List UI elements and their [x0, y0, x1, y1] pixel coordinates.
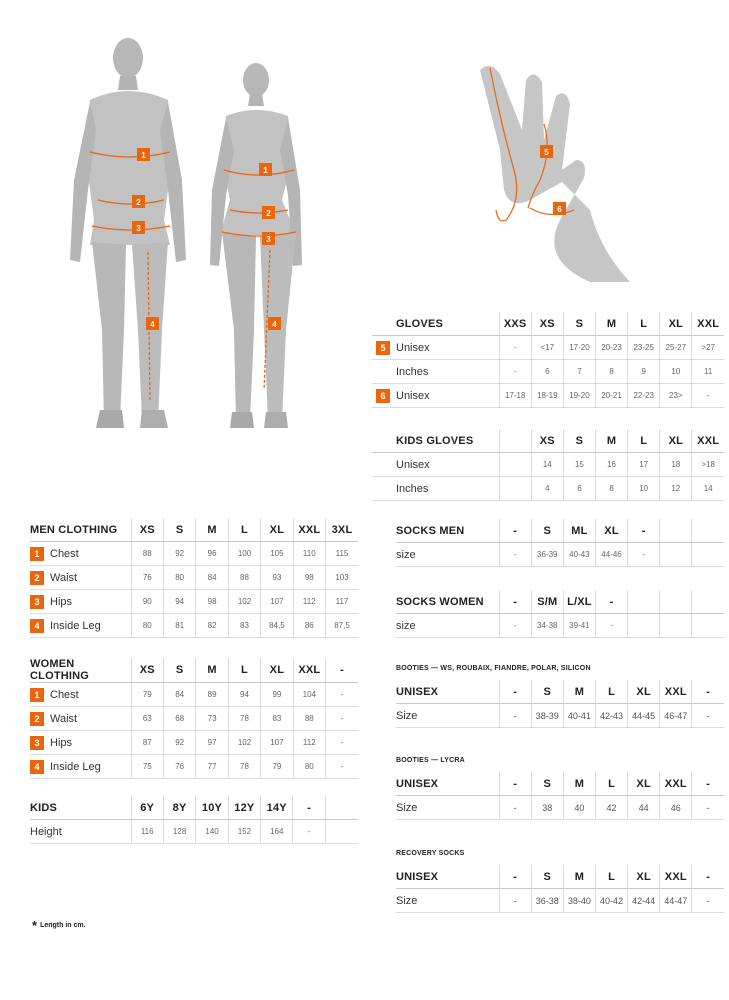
booties-lycra-section-title: BOOTIES — LYCRA — [396, 757, 465, 764]
hand-illustration — [470, 60, 650, 285]
size-header: - — [499, 772, 531, 796]
table-row — [372, 453, 724, 477]
size-header: - — [595, 590, 627, 614]
table-cell: 112 — [293, 590, 325, 614]
table-cell: 7 — [563, 360, 595, 384]
table-row — [30, 820, 358, 844]
table-cell: 128 — [163, 820, 195, 844]
table-cell: 19-20 — [563, 384, 595, 408]
table-cell: - — [499, 889, 531, 913]
row-label: Inches — [396, 482, 429, 495]
gloves-title: GLOVES — [372, 312, 499, 336]
size-header: L — [228, 518, 260, 542]
row-label: size — [396, 619, 416, 632]
table-cell: - — [326, 683, 358, 707]
table-cell: 88 — [131, 542, 163, 566]
size-header: - — [326, 658, 358, 683]
size-header: - — [499, 680, 531, 704]
row-label: Inches — [396, 365, 429, 378]
row-label: Unisex — [396, 389, 430, 402]
size-header: L — [595, 865, 627, 889]
size-header: - — [692, 772, 724, 796]
figure-badge-2-women: 2 — [266, 209, 271, 218]
table-cell — [499, 477, 531, 501]
table-cell: - — [499, 360, 531, 384]
measure-badge: 3 — [30, 595, 44, 609]
table-cell: 87,5 — [326, 614, 358, 638]
table-cell: 164 — [261, 820, 293, 844]
table-cell: 34-38 — [531, 614, 563, 638]
table-cell: 46 — [660, 796, 692, 820]
size-header: XL — [628, 680, 660, 704]
table-cell: 36-39 — [531, 543, 563, 567]
size-header: XXL — [660, 772, 692, 796]
size-header: 10Y — [196, 796, 228, 820]
footnote-star: * — [32, 918, 38, 933]
row-label: Unisex — [396, 458, 430, 471]
table-cell: 22-23 — [628, 384, 660, 408]
table-cell: <17 — [531, 336, 563, 360]
recovery-socks-section-title: RECOVERY SOCKS — [396, 850, 465, 857]
figure-badge-3-women: 3 — [266, 235, 271, 244]
table-cell: - — [326, 707, 358, 731]
table-cell: 46-47 — [660, 704, 692, 728]
table-cell: 16 — [595, 453, 627, 477]
size-header: L/XL — [563, 590, 595, 614]
table-cell: 40-43 — [563, 543, 595, 567]
size-header: L — [595, 772, 627, 796]
table-cell: 63 — [131, 707, 163, 731]
size-header: XS — [131, 518, 163, 542]
table-cell: - — [326, 731, 358, 755]
table-cell: 94 — [163, 590, 195, 614]
table-cell: 80 — [163, 566, 195, 590]
table-cell: 76 — [131, 566, 163, 590]
row-label: Hips — [50, 736, 73, 749]
table-cell: 107 — [261, 590, 293, 614]
table-cell: 38-40 — [563, 889, 595, 913]
table-cell: 116 — [131, 820, 163, 844]
table-cell: - — [692, 384, 724, 408]
table-cell: 75 — [131, 755, 163, 779]
kids-gloves-table — [372, 429, 724, 501]
measure-badge: 1 — [30, 547, 44, 561]
size-header — [499, 429, 531, 453]
table-cell — [660, 614, 692, 638]
figure-badge-6: 6 — [557, 205, 562, 214]
table-cell: 44-46 — [595, 543, 627, 567]
size-header: M — [595, 312, 627, 336]
table-cell: 17-20 — [563, 336, 595, 360]
size-header: 14Y — [261, 796, 293, 820]
table-row — [30, 707, 358, 731]
table-cell: 94 — [228, 683, 260, 707]
size-header: - — [628, 519, 660, 543]
size-header: M — [196, 658, 228, 683]
table-cell: 8 — [595, 360, 627, 384]
size-header: S — [531, 865, 563, 889]
table-cell: 20-21 — [595, 384, 627, 408]
table-cell: 73 — [196, 707, 228, 731]
size-header: ML — [563, 519, 595, 543]
figure-badge-5: 5 — [544, 148, 549, 157]
size-header: M — [196, 518, 228, 542]
table-cell: 92 — [163, 542, 195, 566]
table-cell: 79 — [131, 683, 163, 707]
row-label: Chest — [50, 688, 79, 701]
table-cell: 102 — [228, 731, 260, 755]
table-cell: 18 — [660, 453, 692, 477]
socks-women-title: SOCKS WOMEN — [396, 590, 499, 614]
size-header: XL — [628, 772, 660, 796]
table-cell — [692, 543, 724, 567]
table-cell: 25-27 — [660, 336, 692, 360]
kids-title: KIDS — [30, 796, 131, 820]
table-cell: 40 — [563, 796, 595, 820]
table-cell: 36-38 — [531, 889, 563, 913]
table-cell: 42-44 — [628, 889, 660, 913]
table-cell: 20-23 — [595, 336, 627, 360]
table-row — [30, 542, 358, 566]
table-cell: 18-19 — [531, 384, 563, 408]
table-cell: 40-41 — [563, 704, 595, 728]
table-cell — [660, 543, 692, 567]
table-cell: 44-45 — [628, 704, 660, 728]
size-header: S — [531, 680, 563, 704]
figure-badge-4-women: 4 — [272, 320, 277, 329]
table-cell: 8 — [595, 477, 627, 501]
size-header: 3XL — [326, 518, 358, 542]
booties-ws-section-title: BOOTIES — WS, ROUBAIX, FIANDRE, POLAR, SILICON — [396, 665, 591, 672]
table-cell: 14 — [692, 477, 724, 501]
table-cell: 38-39 — [531, 704, 563, 728]
table-cell: 42-43 — [595, 704, 627, 728]
table-row — [372, 336, 724, 360]
table-cell: 98 — [293, 566, 325, 590]
table-cell: 77 — [196, 755, 228, 779]
women-clothing-title: WOMEN CLOTHING — [30, 658, 131, 683]
table-cell — [692, 614, 724, 638]
table-cell: 83 — [261, 707, 293, 731]
table-cell — [325, 820, 358, 844]
measure-badge: 2 — [30, 712, 44, 726]
table-cell: 80 — [131, 614, 163, 638]
table-row — [396, 796, 724, 820]
table-cell: 38 — [531, 796, 563, 820]
size-header: L — [628, 312, 660, 336]
size-header: - — [692, 680, 724, 704]
gloves-table — [372, 312, 724, 408]
size-header: XXS — [499, 312, 531, 336]
table-cell: 84 — [196, 566, 228, 590]
table-cell: 10 — [628, 477, 660, 501]
table-cell: - — [692, 889, 724, 913]
table-cell: 104 — [293, 683, 325, 707]
size-header: S — [531, 519, 563, 543]
size-header: S/M — [531, 590, 563, 614]
table-cell: 80 — [293, 755, 325, 779]
socks-men-title: SOCKS MEN — [396, 519, 499, 543]
size-header: XL — [660, 429, 692, 453]
table-cell: 88 — [293, 707, 325, 731]
size-header: 6Y — [131, 796, 163, 820]
table-row — [30, 590, 358, 614]
size-header: XS — [531, 312, 563, 336]
recovery-socks-table — [396, 865, 724, 913]
figure-badge-1-women: 1 — [263, 166, 268, 175]
size-header: - — [293, 796, 325, 820]
booties-lycra-unisex-title: UNISEX — [396, 772, 499, 796]
measure-badge: 5 — [376, 341, 390, 355]
table-cell: 103 — [326, 566, 358, 590]
size-header: XL — [261, 518, 293, 542]
table-cell: - — [628, 543, 660, 567]
table-row — [396, 543, 724, 567]
table-cell: 14 — [531, 453, 563, 477]
size-header: XL — [261, 658, 293, 683]
women-clothing-table — [30, 658, 358, 779]
measure-badge: 6 — [376, 389, 390, 403]
table-cell: >18 — [692, 453, 724, 477]
table-cell: 112 — [293, 731, 325, 755]
table-cell: 78 — [228, 755, 260, 779]
size-header: XL — [595, 519, 627, 543]
row-label: Size — [396, 709, 418, 722]
table-cell: 68 — [163, 707, 195, 731]
booties-lycra-table — [396, 772, 724, 820]
size-header: XXL — [692, 312, 724, 336]
figure-badge-3-men: 3 — [136, 224, 141, 233]
row-label: Waist — [50, 571, 78, 584]
figure-badge-1-men: 1 — [141, 151, 146, 160]
table-cell: 9 — [628, 360, 660, 384]
size-header — [628, 590, 660, 614]
table-cell: 92 — [163, 731, 195, 755]
size-header — [325, 796, 358, 820]
table-cell: 86 — [293, 614, 325, 638]
size-header: XL — [660, 312, 692, 336]
size-header — [692, 590, 724, 614]
table-cell: 96 — [196, 542, 228, 566]
size-header: - — [499, 519, 531, 543]
table-cell: 99 — [261, 683, 293, 707]
size-header: M — [563, 865, 595, 889]
socks-men-table — [396, 519, 724, 567]
size-header: XXL — [660, 865, 692, 889]
table-cell: 93 — [261, 566, 293, 590]
size-header: XXL — [293, 518, 325, 542]
booties-ws-table — [396, 680, 724, 728]
table-row — [30, 614, 358, 638]
table-cell: 23> — [660, 384, 692, 408]
table-cell: 23-25 — [628, 336, 660, 360]
socks-women-table — [396, 590, 724, 638]
table-cell: 84,5 — [261, 614, 293, 638]
table-cell: 84 — [163, 683, 195, 707]
table-cell — [628, 614, 660, 638]
size-header: 12Y — [228, 796, 260, 820]
size-header: L — [595, 680, 627, 704]
row-label: size — [396, 548, 416, 561]
table-cell: 39-41 — [563, 614, 595, 638]
table-cell: 42 — [595, 796, 627, 820]
table-cell: 79 — [261, 755, 293, 779]
table-cell: 6 — [563, 477, 595, 501]
kids-table — [30, 796, 358, 844]
table-cell: 10 — [660, 360, 692, 384]
table-cell: - — [595, 614, 627, 638]
table-row — [372, 384, 724, 408]
table-cell: 87 — [131, 731, 163, 755]
table-cell: - — [499, 614, 531, 638]
table-cell: 83 — [228, 614, 260, 638]
table-cell: 152 — [228, 820, 260, 844]
row-label: Inside Leg — [50, 619, 101, 632]
table-cell: - — [293, 820, 325, 844]
size-header: 8Y — [163, 796, 195, 820]
table-row — [30, 755, 358, 779]
size-header: XXL — [293, 658, 325, 683]
table-cell: 81 — [163, 614, 195, 638]
measure-badge: 4 — [30, 760, 44, 774]
size-header: S — [531, 772, 563, 796]
table-cell: 140 — [196, 820, 228, 844]
table-cell: 110 — [293, 542, 325, 566]
table-cell: 15 — [563, 453, 595, 477]
table-cell: - — [499, 796, 531, 820]
kids-gloves-title: KIDS GLOVES — [372, 429, 499, 453]
table-row — [30, 731, 358, 755]
measure-badge: 2 — [30, 571, 44, 585]
table-cell: 4 — [531, 477, 563, 501]
size-header: - — [499, 865, 531, 889]
table-cell: 89 — [196, 683, 228, 707]
table-cell: 115 — [326, 542, 358, 566]
table-cell: 44 — [628, 796, 660, 820]
size-header — [692, 519, 724, 543]
female-figure-illustration — [200, 60, 320, 440]
male-figure-illustration — [60, 30, 200, 440]
measure-badge: 4 — [30, 619, 44, 633]
table-cell: 82 — [196, 614, 228, 638]
size-header — [660, 519, 692, 543]
table-row — [372, 477, 724, 501]
table-row — [396, 704, 724, 728]
table-cell: - — [692, 704, 724, 728]
size-header: - — [692, 865, 724, 889]
size-header: L — [628, 429, 660, 453]
table-cell: 11 — [692, 360, 724, 384]
table-cell: 107 — [261, 731, 293, 755]
table-cell: 44-47 — [660, 889, 692, 913]
table-row — [30, 566, 358, 590]
table-cell: 17-18 — [499, 384, 531, 408]
measure-badge: 3 — [30, 736, 44, 750]
table-cell: 97 — [196, 731, 228, 755]
size-header: XS — [131, 658, 163, 683]
size-header: - — [499, 590, 531, 614]
men-clothing-title: MEN CLOTHING — [30, 518, 131, 542]
row-label: Hips — [50, 595, 73, 608]
size-header: XXL — [692, 429, 724, 453]
table-cell: - — [499, 704, 531, 728]
size-header: L — [228, 658, 260, 683]
figure-badge-4-men: 4 — [150, 320, 155, 329]
measure-badge: 1 — [30, 688, 44, 702]
table-cell: 78 — [228, 707, 260, 731]
table-cell: >27 — [692, 336, 724, 360]
table-cell: 98 — [196, 590, 228, 614]
row-label: Inside Leg — [50, 760, 101, 773]
size-header: S — [163, 658, 195, 683]
table-cell: - — [499, 543, 531, 567]
table-cell: - — [499, 336, 531, 360]
table-cell: 6 — [531, 360, 563, 384]
size-header: M — [563, 680, 595, 704]
recovery-socks-unisex-title: UNISEX — [396, 865, 499, 889]
size-header: M — [563, 772, 595, 796]
size-header: XL — [628, 865, 660, 889]
table-cell: 117 — [326, 590, 358, 614]
table-row — [372, 360, 724, 384]
size-header: S — [163, 518, 195, 542]
footnote — [32, 918, 86, 933]
table-cell: 76 — [163, 755, 195, 779]
table-cell: 12 — [660, 477, 692, 501]
size-header: S — [563, 429, 595, 453]
table-cell: 105 — [261, 542, 293, 566]
row-label: Unisex — [396, 341, 430, 354]
row-label: Height — [30, 825, 62, 838]
table-cell: 100 — [228, 542, 260, 566]
table-row — [396, 889, 724, 913]
table-cell: 88 — [228, 566, 260, 590]
table-cell: 90 — [131, 590, 163, 614]
row-label: Size — [396, 801, 418, 814]
footnote-text: Length in cm. — [40, 922, 86, 929]
booties-ws-unisex-title: UNISEX — [396, 680, 499, 704]
row-label: Size — [396, 894, 418, 907]
table-cell — [499, 453, 531, 477]
table-cell: 17 — [628, 453, 660, 477]
size-header: XXL — [660, 680, 692, 704]
table-cell: - — [692, 796, 724, 820]
table-row — [396, 614, 724, 638]
table-cell: 102 — [228, 590, 260, 614]
size-header — [660, 590, 692, 614]
table-cell: - — [326, 755, 358, 779]
figure-badge-2-men: 2 — [136, 198, 141, 207]
size-header: S — [563, 312, 595, 336]
size-header: XS — [531, 429, 563, 453]
row-label: Chest — [50, 547, 79, 560]
row-label: Waist — [50, 712, 78, 725]
table-row — [30, 683, 358, 707]
table-cell: 40-42 — [595, 889, 627, 913]
size-header: M — [595, 429, 627, 453]
men-clothing-table — [30, 518, 358, 638]
